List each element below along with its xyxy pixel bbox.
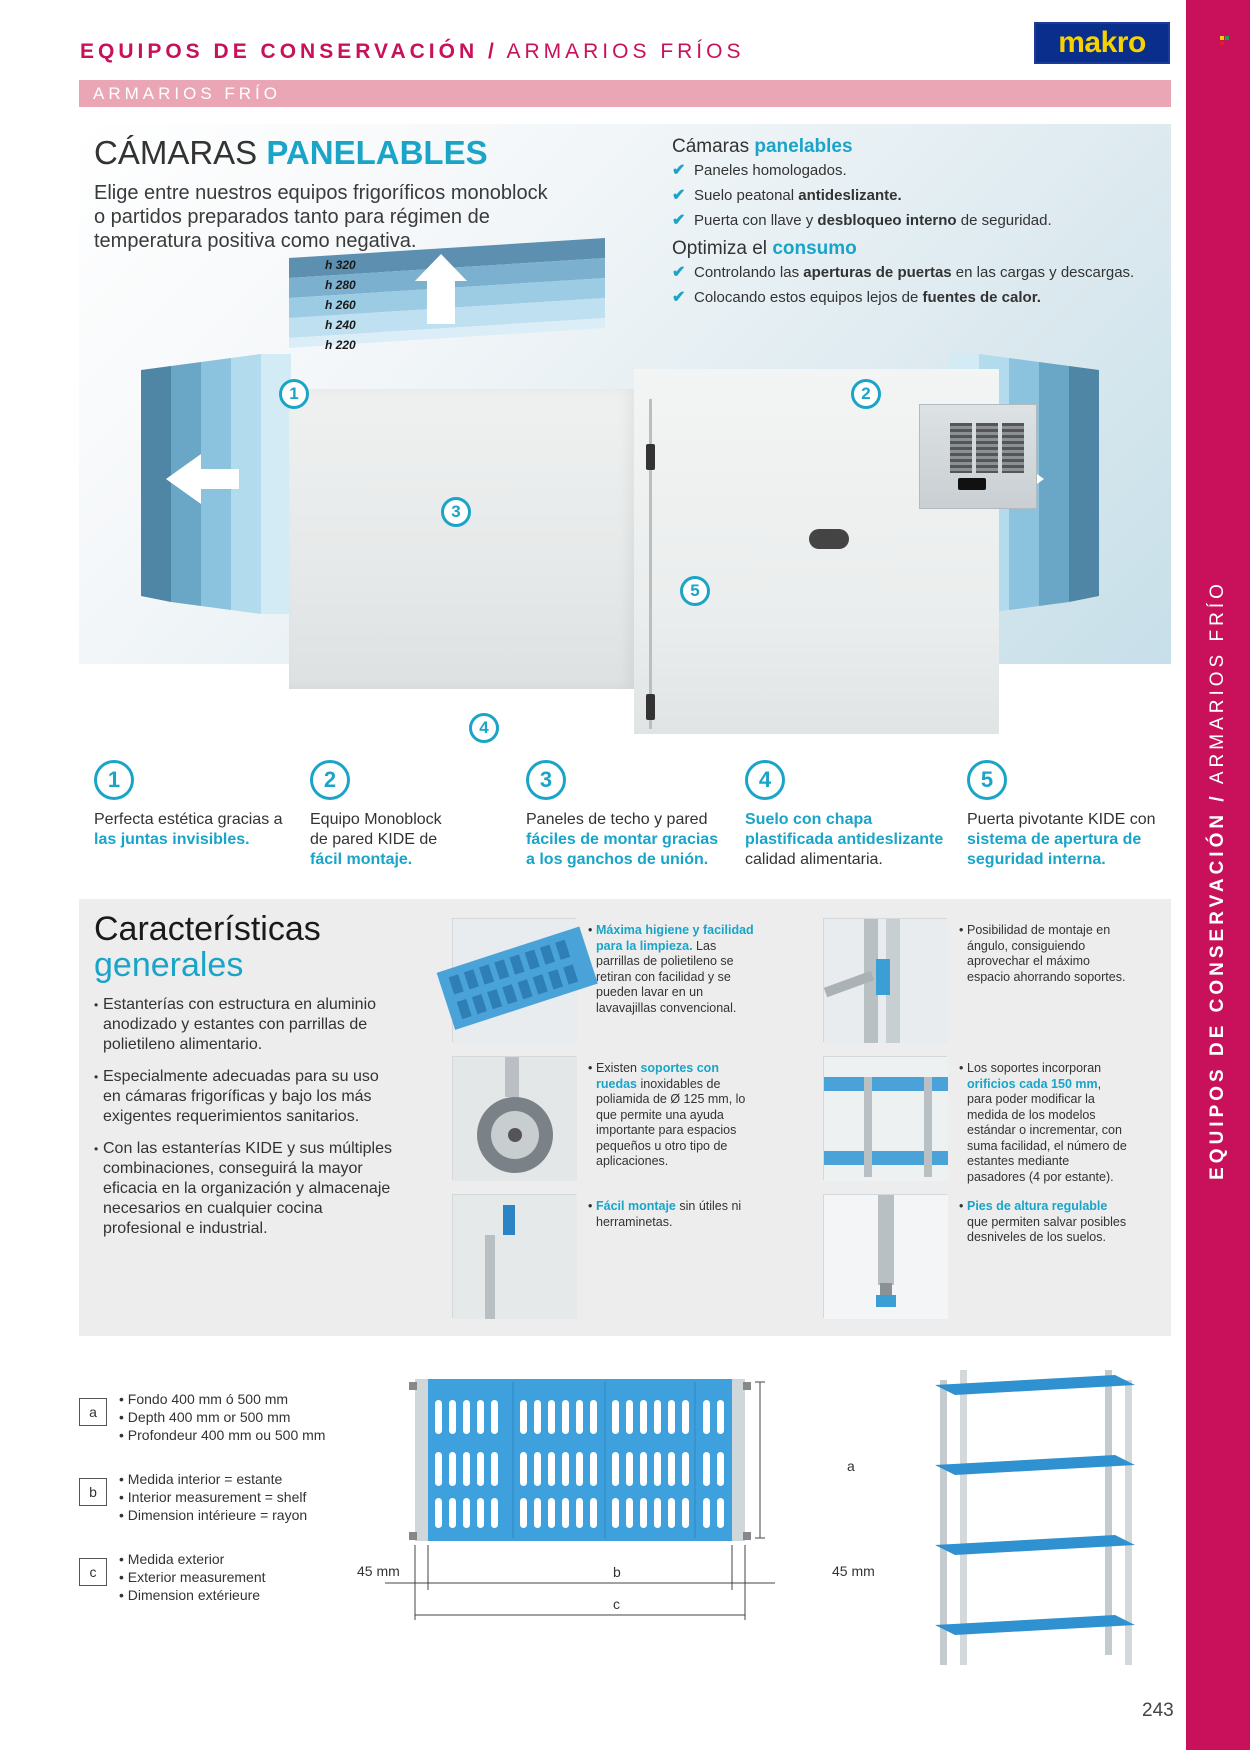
side-strip (1186, 0, 1250, 1750)
detail-text: • Máxima higiene y facilidad para la limpieza. Las parrillas de polietileno se retiran con facilidad y se pueden lavar en un lavavajillas convencional. (588, 923, 758, 1016)
check-icon: ✔ (672, 289, 686, 306)
right-margin-label: 45 mm (832, 1563, 875, 1579)
page-title: EQUIPOS DE CONSERVACIÓN / ARMARIOS FRÍOS (80, 40, 745, 63)
highlights-title: Cámaras panelables (672, 136, 853, 157)
support-holes-photo (823, 1056, 947, 1180)
hinge-icon (646, 694, 655, 720)
feature-item: 1 Perfecta estética gracias a las juntas invisibles. (94, 760, 294, 850)
monoblock-unit (919, 404, 1037, 509)
feature-number: 4 (745, 760, 785, 800)
legend-key: b (79, 1478, 107, 1506)
cold-room-illustration (289, 369, 1029, 769)
height-label: h 320 (325, 258, 356, 272)
characteristics-title: Características generales (94, 910, 321, 984)
list-item: • Especialmente adecuadas para su uso en cámaras frigoríficas y bajo los más exigentes requerimientos sanitarios. (94, 1067, 394, 1127)
feature-number: 3 (526, 760, 566, 800)
detail-text: • Fácil montaje sin útiles ni herraminetas. (588, 1199, 758, 1230)
characteristics-list (94, 995, 394, 1251)
height-label: h 240 (325, 318, 356, 332)
section-band: ARMARIOS FRÍO (79, 80, 1171, 107)
dimension-a-label: a (847, 1458, 855, 1474)
feature-item: 2 Equipo Monoblock de pared KIDE de fácil montaje. (310, 760, 460, 870)
wheel-photo (452, 1056, 576, 1180)
list-item: • Con las estanterías KIDE y sus múltiples combinaciones, conseguirá la mayor eficacia en la organización y almacenaje necesarios en cualquier cocina profesional e industrial. (94, 1139, 394, 1239)
hero-highlights (672, 136, 1162, 313)
highlight-item: ✔ Suelo peatonal antideslizante. (672, 187, 902, 204)
feature-number: 5 (967, 760, 1007, 800)
hinge-icon (646, 444, 655, 470)
height-label: h 260 (325, 298, 356, 312)
height-label: h 280 (325, 278, 356, 292)
marker-5: 5 (680, 576, 710, 606)
height-label: h 220 (325, 338, 356, 352)
marker-4: 4 (469, 713, 499, 743)
page-number: 243 (1142, 1700, 1174, 1721)
highlight-item: ✔ Paneles homologados. (672, 162, 847, 179)
detail-text: • Pies de altura regulable que permiten salvar posibles desniveles de los suelos. (959, 1199, 1129, 1246)
consumption-title: Optimiza el consumo (672, 238, 857, 259)
characteristics-panel (79, 899, 1171, 1336)
highlight-item: ✔ Colocando estos equipos lejos de fuentes de calor. (672, 289, 1041, 306)
check-icon: ✔ (672, 264, 686, 281)
marker-3: 3 (441, 497, 471, 527)
hero-description: Elige entre nuestros equipos frigoríficos monoblock o partidos preparados tanto para régimen de temperatura positiva como negativa. (94, 182, 548, 252)
shelf-dimension-diagram (345, 1370, 905, 1620)
side-title: EQUIPOS DE CONSERVACIÓN / ARMARIOS FRÍO (1207, 580, 1228, 1180)
feature-item: 4 Suelo con chapa plastificada antideslizante calidad alimentaria. (745, 760, 955, 870)
check-icon: ✔ (672, 212, 686, 229)
detail-text: • Los soportes incorporan orificios cada 150 mm, para poder modificar la medida de los modelos estándar o incrementar, con suma facilidad, el número de estantes mediante pasadores (4 por estante). (959, 1061, 1129, 1185)
features-row (79, 760, 1171, 880)
grid-shelf-photo (452, 918, 576, 1042)
shelving-unit-photo (925, 1370, 1150, 1670)
feature-item: 5 Puerta pivotante KIDE con sistema de apertura de seguridad interna. (967, 760, 1167, 870)
check-icon: ✔ (672, 187, 686, 204)
left-margin-label: 45 mm (357, 1563, 400, 1579)
dimension-b-label: b (613, 1564, 621, 1580)
marker-1: 1 (279, 379, 309, 409)
marker-2: 2 (851, 379, 881, 409)
hero-title: CÁMARAS PANELABLES (94, 134, 488, 171)
legend-key: a (79, 1398, 107, 1426)
front-wall (289, 389, 634, 689)
check-icon: ✔ (672, 162, 686, 179)
door-handle-icon (809, 529, 849, 549)
detail-text: • Posibilidad de montaje en ángulo, consiguiendo aprovechar el máximo espacio ahorrando soportes. (959, 923, 1129, 985)
detail-text: • Existen soportes con ruedas inoxidables de poliamida de Ø 125 mm, lo que permite una ayuda importante para espacios pequeños u otro tipo de aplicaciones. (588, 1061, 758, 1170)
feature-number: 2 (310, 760, 350, 800)
makro-logo: makro (1034, 22, 1170, 64)
corner-mount-photo (823, 918, 947, 1042)
adjustable-feet-photo (823, 1194, 947, 1318)
color-dots-icon (1220, 36, 1230, 46)
highlight-item: ✔ Puerta con llave y desbloqueo interno de seguridad. (672, 212, 1052, 229)
highlight-item: ✔ Controlando las aperturas de puertas en las cargas y descargas. (672, 264, 1135, 281)
dimension-c-label: c (613, 1596, 620, 1612)
legend-key: c (79, 1558, 107, 1586)
feature-item: 3 Paneles de techo y pared fáciles de montar gracias a los ganchos de unión. (526, 760, 726, 870)
feature-number: 1 (94, 760, 134, 800)
easy-assembly-photo (452, 1194, 576, 1318)
list-item: • Estanterías con estructura en aluminio anodizado y estantes con parrillas de polietileno alimentario. (94, 995, 394, 1055)
